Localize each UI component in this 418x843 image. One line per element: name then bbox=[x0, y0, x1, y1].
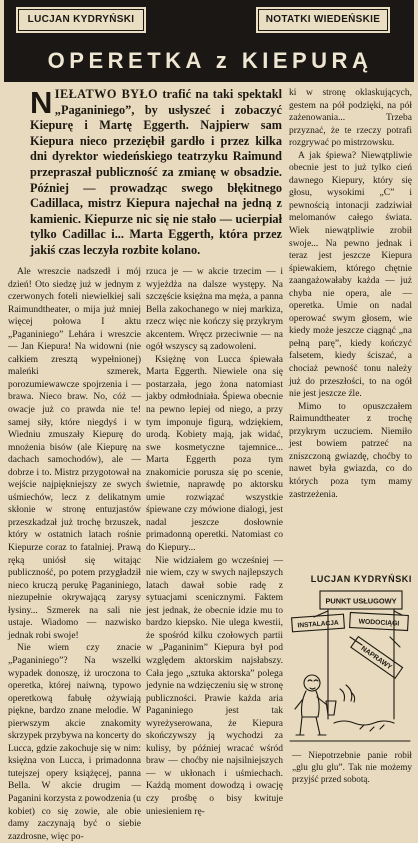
cartoon-caption: — Niepotrzebnie panie robił „glu glu glu”. Tak nie możemy przyjść przed sobotą. bbox=[292, 750, 412, 784]
paragraph: Ale wreszcie nadszedł i mój dzień! Oto siedzę już w jednym z czerwonych foteli niewielkiej sali Raimundtheater, o mija już mniej więcej połowa I aktu „Paganiniego” Lehára i wreszcie — Jan Kiepura! Na widowni (nie całkiem zresztą wypełnionej) maleńki szmerek, porozumiewawcze spojrzenia i — brawa. Nieco braw. No, cóż — owacje już co prawda nie te! samej siły, które niegdyś i w Wiedniu zmuszały Kiepurę do mnożenia bisów (ale Kiepurę na dachach samochodów), ale — dobrze i to. Mistrz przygotował na wejście najpiękniejszy ze swych uśmiechów, lecz z delikatnym skłonie w stronę entuzjastów przeszkadzał już trochę brzuszek, który w ostatnich latach rośnie Kiepurze coraz to fatalniej. Prawą ręką uniósł się witając publiczność, po potem przygładził nieco kruczą perukę Paganiniego, niezupełnie okrywającą zarysy łysiny... Szmerek na sali nie ustaje. Wiadomo — nazwisko jednak robi swoje! bbox=[8, 267, 141, 641]
section-tag: NOTATKI WIEDEŃSKIE bbox=[256, 7, 390, 33]
paragraph: Księżnę von Lucca śpiewała Marta Eggerth. Niewiele ona się postarzała, jego żona natomiast jakby odmłodniała. Śpiewa obecnie na pewno lepiej od niego, a przy tym imponuje figurą, wdziękiem, urodą. Kobiety mają, jak widać, swe kosmetyczne tajemnice... Marta Eggerth poza tym znakomicie porusza się po scenie, świetnie, naprawdę po aktorsku umie rozwiązać wszystkie śpiewane czy mówione dialogi, jest nadal jeszcze dosłownie primadonną operetki. Natomiast co do Kiepury... bbox=[146, 354, 283, 554]
paragraph: Nie widziałem go wcześniej — nie wiem, czy w swych najlepszych latach dawał sobie radę z sytuacjami scenicznymi. Faktem jest jednak, że obecnie idzie mu to bardzo kiepsko. Nie ulega kwestii, że spośród kilku czołowych partii w „Paganinim” Kiepura był pod względem aktorskim najsłabszy. Cała jego „sztuka aktorska” polega jedynie na wdzięczeniu się w stronę publiczności. Prawie każda aria Paganiniego jest tak wyreżyserowana, że Kiepura skończywszy ją wychodzi za kulisy, by później wracać wśród braw — choćby nie najsilniejszych — w ukłonach i uśmiechach. Każdą moment dowodzą i owację czy prośbę o bisy kwituje uniesieniem rę- bbox=[146, 555, 283, 817]
cartoon-illustration bbox=[290, 589, 412, 747]
cartoon-board-right: WODOCIĄGI bbox=[358, 618, 400, 628]
paragraph: rzuca je — w akcie trzecim — i wyjeżdża na dalsze występy. Na szczęście księżna ma męża, a panna Bella zakochanego w niej markiza, rzecz więc nie kończy się przykrym akcentem. Wręcz przeciwnie — na ogół wszyscy są zadowoleni. bbox=[146, 267, 283, 353]
cartoon-figure bbox=[290, 675, 410, 741]
cartoon-sign-text: PUNKT USŁUGOWY bbox=[325, 596, 397, 606]
paragraph: A jak śpiewa? Niewątpliwie obecnie jest to już tylko cień dawnego Kiepury, który się głosu, wysokimi „C” i pewnością intonacji zadziwiał melomanów całego świata. Wiek niewątpliwie zrobił swoje... Na pewno jednak i teraz jest jeszcze Kiepura śpiewakiem, którego chętnie zaangażowałaby każda — już chyba nie opera, ale — operetka. Umie on nadal operować swym głosem, wie kiedy może jeszcze ciągnąć „na pełną parę”, kiedy kończyć falsetem, kiedy ściszać, a chociaż pewność tonu należy już do przeszłości, to na ogół nie jest jeszcze źle. bbox=[289, 150, 412, 400]
article-headline: OPERETKA z KIEPURĄ bbox=[47, 48, 373, 73]
cartoon-board-left: INSTALACJA bbox=[297, 619, 339, 630]
paragraph: ki w stronę oklaskujących, gestem na pół podzięki, na pół zażenowania... Trzeba przyznać, że te rzeczy potrafi rozgrywać po mistrzowsku. bbox=[289, 88, 412, 149]
cartoon-frame bbox=[292, 591, 409, 719]
paragraph: Nie wiem czy znacie „Paganiniego”? Na wszelki wypadek donoszę, iż uroczona to operetka, której naiwną, typowo operetkową fabułę ożywiają piękne, bardzo znane melodie. W pierwszym akcie znakomity skrzypek przybywa na koncerty do Lucca, gdzie zakochuje się w nim: księżna von Lucca, i primadonna tutejszej opery książęcej, panna Bella. W akcie drugim — Paganini korzysta z powodzenia (u kobiet) co się zowie, ale obie damy zaczynają być o siebie zazdrosne, więc po- bbox=[8, 643, 141, 842]
cartoon-board-diagonal: NAPRAWY bbox=[359, 645, 393, 672]
lead-opening: NIEŁATWO BYŁO bbox=[30, 85, 159, 120]
author-signature: LUCJAN KYDRYŃSKI bbox=[310, 574, 412, 584]
author-tag: LUCJAN KYDRYŃSKI bbox=[16, 7, 146, 33]
body-column-1 bbox=[8, 266, 141, 842]
body-column-3 bbox=[289, 87, 412, 569]
lead-paragraph bbox=[30, 87, 282, 263]
paragraph: Mimo to opuszczałem Raimundtheater z trochę przykrym uczuciem. Niemiło jest bowiem patrzeć na zniszczoną gwiazdę, choćby to nawet była gwiazda, co do których poza tym mamy zastrzeżenia. bbox=[289, 401, 412, 500]
lead-text: trafić na taki spektakl „Paganiniego”, by usłyszeć i zobaczyć Kiepurę i Martę Eggerth. Najpierw sam Kiepura nieco przeziębił gardło i przez kilka dni dyrektor wiedeńskiego teatrzyku Raimund przepraszał publiczność za zmianę w obsadzie. Później — prowadząc swego błękitnego Cadillaca, mistrz Kiepura najechał na jedną z kamienic. Kiepurze nic się nie stało — ucierpiał tylko Cadillac i... Marta Eggerth, która przez jakiś czas leczyła rozbite kolano. bbox=[30, 87, 283, 257]
body-column-2 bbox=[146, 266, 283, 817]
